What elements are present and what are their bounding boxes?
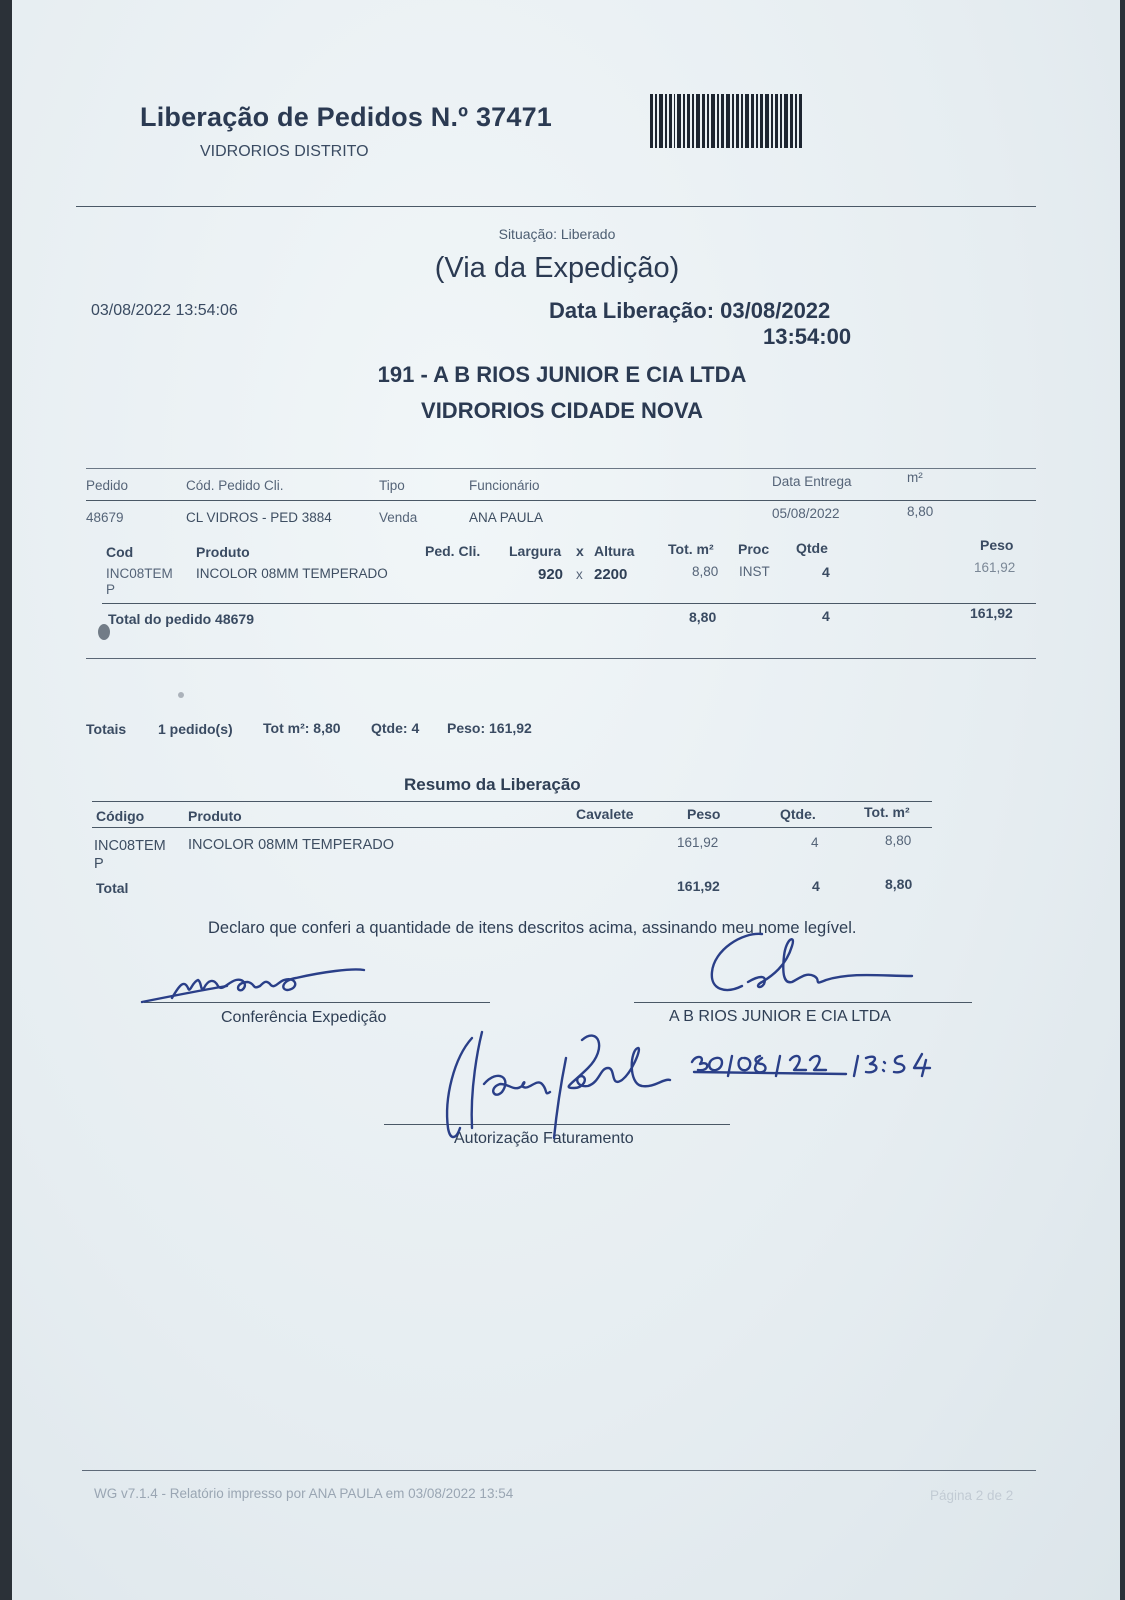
item-produto: INCOLOR 08MM TEMPERADO: [196, 566, 388, 581]
client-signature: [702, 926, 932, 1006]
col-funcionario: Funcionário: [469, 478, 540, 493]
declaration: Declaro que conferi a quantidade de itens descritos acima, assinando meu nome legível.: [208, 919, 857, 937]
item-altura: 2200: [594, 566, 628, 583]
client-name: 191 - A B RIOS JUNIOR E CIA LTDA: [377, 362, 747, 387]
ink-smudge: [98, 624, 110, 640]
order-total-label: Total do pedido 48679: [108, 611, 254, 627]
item-col-altura: Altura: [594, 543, 635, 559]
item-cod-line1: INC08TEM: [106, 566, 173, 581]
order-data-entrega: 05/08/2022: [772, 506, 840, 521]
summary-qtde: 4: [811, 835, 819, 850]
summary-title: Resumo da Liberação: [404, 775, 581, 794]
summary-codigo: [94, 837, 166, 873]
summary-total-peso: 161,92: [677, 878, 720, 894]
order-funcionario: ANA PAULA: [469, 510, 544, 525]
item-cod: [106, 566, 173, 598]
item-col-proc: Proc: [738, 541, 770, 557]
col-pedido: Pedido: [86, 478, 129, 493]
col-data-entrega: Data Entrega: [772, 474, 852, 489]
release-time: 13:54:00: [763, 324, 852, 349]
summary-col-codigo: Código: [96, 808, 145, 824]
summary-header-line: [92, 827, 932, 828]
summary-col-produto: Produto: [188, 808, 242, 824]
order-top-line: [86, 468, 1036, 469]
client-branch: VIDRORIOS CIDADE NOVA: [421, 398, 703, 423]
item-col-tot-m2: Tot. m²: [668, 541, 714, 557]
release-date: Data Liberação: 03/08/2022: [549, 298, 831, 323]
summary-col-tot-m2: Tot. m²: [864, 804, 910, 820]
item-cod-line2: P: [106, 582, 116, 597]
footer-text: WG v7.1.4 - Relatório impresso por ANA PAULA em 03/08/2022 13:54: [94, 1486, 514, 1501]
autorizacao-signature: [432, 1028, 682, 1158]
page-number: Página 2 de 2: [930, 1488, 1014, 1503]
item-x: x: [576, 567, 583, 582]
item-col-largura: Largura: [509, 543, 562, 559]
col-tipo: Tipo: [379, 478, 405, 493]
item-total-line: [102, 603, 1036, 604]
barcode: [650, 94, 804, 148]
autorizacao-label: Autorização Faturamento: [454, 1130, 634, 1147]
summary-codigo-line2: P: [94, 856, 104, 872]
client-sign-label: A B RIOS JUNIOR E CIA LTDA: [669, 1008, 891, 1025]
item-qtde: 4: [822, 564, 830, 580]
item-col-qtde: Qtde: [796, 540, 828, 556]
item-col-ped-cli: Ped. Cli.: [425, 543, 481, 559]
conferencia-signature: [132, 960, 372, 1010]
col-m2: m²: [907, 470, 923, 485]
item-col-cod: Cod: [106, 544, 134, 560]
printed-at: 03/08/2022 13:54:06: [91, 302, 238, 319]
summary-produto: INCOLOR 08MM TEMPERADO: [188, 837, 394, 853]
order-total-peso: 161,92: [970, 605, 1013, 621]
item-tot-m2: 8,80: [692, 564, 719, 579]
item-peso: 161,92: [974, 560, 1016, 575]
summary-codigo-line1: INC08TEM: [94, 838, 166, 854]
summary-col-cavalete: Cavalete: [576, 806, 634, 822]
via: (Via da Expedição): [434, 252, 680, 284]
totals-label: Totais: [86, 721, 127, 737]
item-col-x: x: [576, 543, 584, 559]
document-page: [12, 0, 1120, 1600]
order-bottom-line: [86, 658, 1036, 659]
col-cod-pedido-cli: Cód. Pedido Cli.: [186, 478, 284, 493]
order-cod-pedido-cli: CL VIDROS - PED 3884: [186, 510, 332, 525]
order-m2: 8,80: [907, 504, 934, 519]
order-header-line: [86, 500, 1036, 501]
order-tipo: Venda: [379, 510, 418, 525]
totals-peso: Peso: 161,92: [447, 720, 532, 736]
order-total-qtde: 4: [822, 608, 830, 624]
item-col-produto: Produto: [196, 544, 250, 560]
page-title: Liberação de Pedidos N.º 37471: [140, 102, 553, 132]
summary-peso: 161,92: [677, 835, 719, 850]
summary-tot-m2: 8,80: [885, 833, 912, 848]
summary-total-label: Total: [96, 880, 129, 896]
header-divider: [76, 206, 1036, 207]
totals-pedidos: 1 pedido(s): [158, 721, 233, 737]
footer-line: [82, 1470, 1036, 1471]
situacao: Situação: Liberado: [498, 226, 616, 242]
summary-top-line: [92, 801, 932, 802]
item-col-peso: Peso: [980, 537, 1014, 553]
totals-m2: Tot m²: 8,80: [263, 720, 341, 736]
item-proc: INST: [739, 564, 770, 579]
totals-qtde: Qtde: 4: [371, 720, 420, 736]
order-pedido: 48679: [86, 510, 124, 525]
ink-smudge: [178, 692, 184, 698]
summary-total-qtde: 4: [812, 878, 820, 894]
summary-col-peso: Peso: [687, 806, 721, 822]
summary-col-qtde: Qtde.: [780, 806, 816, 822]
company-name: VIDRORIOS DISTRITO: [200, 143, 369, 160]
handwritten-datetime: [686, 1046, 946, 1090]
item-largura: 920: [538, 566, 564, 583]
conferencia-label: Conferência Expedição: [221, 1009, 387, 1026]
order-total-m2: 8,80: [689, 609, 717, 625]
summary-total-m2: 8,80: [885, 876, 913, 892]
